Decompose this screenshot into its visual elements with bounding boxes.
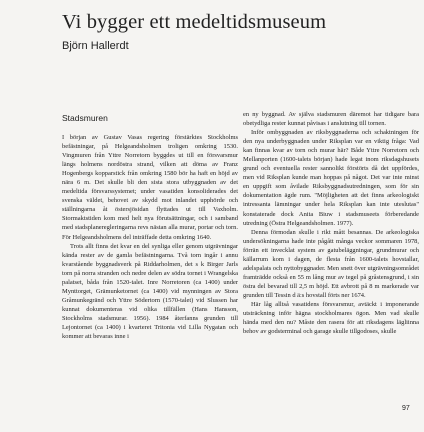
article-title: Vi bygger ett medeltidsmuseum	[62, 11, 327, 33]
body-paragraph: Här låg alltså vasatidens försvarsmur, avtäckt i imponerande utsträckning inför hägna stockholmares ögon. Men vad skulle hända med den nu? Måste den rasera för att riksdagens lägliinna behov av godsterminal och garage skulle tillgodoses, skulle	[243, 300, 419, 336]
page-number: 97	[402, 405, 410, 412]
body-paragraph: en ny byggnad. Av själva stadsmuren däremot har tidigare bara obetydliga rester kunnat påvisas i anslutning till tornen.	[243, 111, 419, 128]
body-paragraph: Trots allt finns det kvar en del synliga eller genom utgrävningar kända rester av de gamla befästningarna. Två torn ingår i annu kvarstående byggnadsverk på Riddarholmen, det s k Birger Jarls torn på norra stranden och nedre delen av södra tornet i Wrangelska palatset, båda från 1520-talet. Inre Norretoren (ca 1400) under Mynttorget, Grämunketornet (ca 1400) vid mynningen av Stora Gråmunkegränd och Yttre Södertorn (1570-talet) vid Slussen har kunnat dokumenteras vid olika tillfällen (Hans Hansson, Stockholms stadsmurar. 1956). 1984 återfanns grunden till Lejontornet (ca 1400) i kvarteret Tritonia vid Lilla Nygatan och kommer att bevaras inne i	[62, 242, 238, 341]
section-heading: Stadsmuren	[62, 113, 108, 123]
left-column	[62, 113, 238, 341]
body-paragraph: I början av Gustav Vasas regering förstärktes Stockholms befästningar, på Helgeandsholmen troligen omkring 1530. Vingmuren från Yttre Norretorn byggdes ut till en försvarsmur längs holmens nordöstra strand, vilken att döma av Franz Hogenbergs kopparstick från omkring 1580 bör ha haft en höjd av nära 6 m. Det skulle bli den sista stora utbyggnaden av det medeltida försvarssystemet; under vasatiden konsoliderades det svenska väldet, behovet av skydd mot inlandet upphörde och ställningarna åt östersjösidan flyttades ut till Vaxholm. Stormaktstiden kom med helt nya förutsättningar, och i samband med stadsplaneregleringarna revs nästan alla murar, portar och torn. För Helgeandsholmens del inträffade detta omkring 1640.	[62, 134, 238, 241]
body-paragraph: Denna förmodan skulle i rikt mått besannas. De arkeologiska undersökningarna hade inte pågått många veckor sommaren 1978, förrän ett invecklat system av gatubeläggningar, grundmurar och källarrum kom i dagen, de flesta från 1600-talets hovstallar, adelspalats och nyttobyggnader. Men snett över utgrävningsområdet framträdde också en 55 m lång mur av tegel på gråstensgrund, i sin östra del bevarad till 2,5 m höjd. Ett avbrott på 8 m markerade var grunden till Tessin d ä:s hovstall förts ner 1674.	[243, 228, 419, 299]
right-column	[243, 110, 419, 336]
article-author: Björn Hallerdt	[62, 40, 129, 52]
body-paragraph: Inför ombyggnaden av riksbyggnaderna och schaktningen för den nya underbyggnaden under Riksplan var en viktig fråga: Vad kan finnas kvar av torn och murar här? Både Yttre Norretorn och Mellanporten (1600-talets början) hade legat inom riksdagshusets grund och eventuella rester sannolikt förstörts då det uppfördes, men vid Riksplan kunde man hoppas på något. Det var inte minst en uppgift som åvilade Riksbyggnadsutredningen, som för sin dokumentation ägde rum. "Möjligheten att det finns arkeologiskt intressanta lämningar under hela Riksplan kan inte uteslutas" konstaterade dock Anita Biuw i stadsmuseets förberedande utredning (Östra Helgeandsholmen. 1977).	[243, 129, 419, 227]
